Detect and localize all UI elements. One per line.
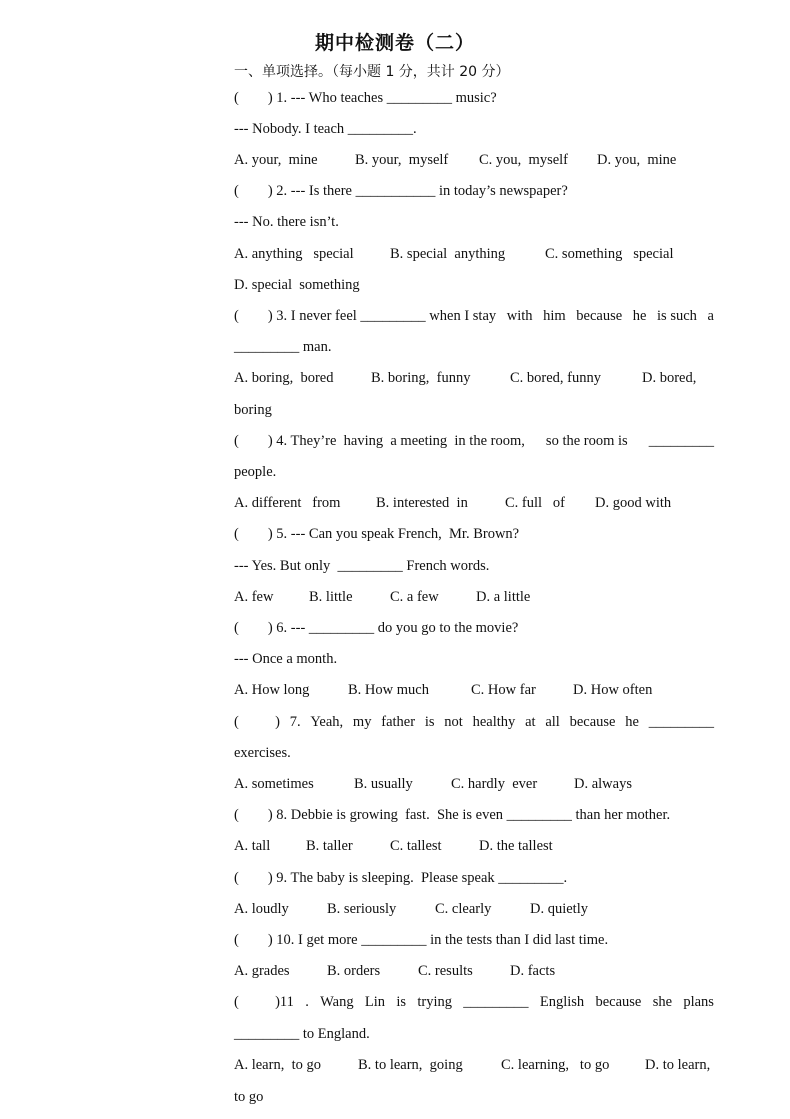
- option-b: B. seriously: [327, 901, 397, 917]
- question-3: [234, 306, 714, 326]
- question-7: [234, 712, 714, 732]
- question-2-option-d: D. special something: [234, 277, 360, 293]
- option-c: C. full of: [505, 495, 566, 511]
- question-3-options: [234, 368, 696, 388]
- question-2-answer-line: --- No. there isn’t.: [234, 214, 339, 230]
- option-b: B. interested in: [376, 495, 468, 511]
- question-4: [234, 431, 714, 451]
- question-4-blank: _________: [648, 433, 714, 449]
- question-9-options: [234, 899, 588, 919]
- question-7-number: 7.: [289, 714, 301, 730]
- section-heading: 一、单项选择。（每小题 1 分，共计 20 分）: [234, 64, 510, 80]
- option-a: A. your, mine: [234, 152, 318, 168]
- question-3-continuation: _________ man.: [234, 339, 332, 355]
- answer-bracket: ( ): [234, 714, 280, 730]
- option-a: A. different from: [234, 495, 341, 511]
- option-a: A. boring, bored: [234, 370, 334, 386]
- option-a: A. learn, to go: [234, 1057, 321, 1073]
- question-1-options: [234, 150, 676, 170]
- question-7-word: not: [444, 714, 463, 730]
- question-7-word: healthy: [472, 714, 516, 730]
- option-c: C. bored, funny: [510, 370, 602, 386]
- question-3-word: he: [632, 308, 647, 324]
- option-c: C. clearly: [435, 901, 492, 917]
- question-7-options: [234, 774, 632, 794]
- option-c: C. something special: [545, 246, 674, 262]
- option-b: B. usually: [354, 776, 413, 792]
- question-7-word: my: [352, 714, 372, 730]
- question-3-word: with: [506, 308, 533, 324]
- option-a: A. anything special: [234, 246, 354, 262]
- option-a: A. loudly: [234, 901, 289, 917]
- page-title: 期中检测卷（二）: [314, 32, 475, 54]
- option-c: C. How far: [471, 682, 536, 698]
- question-6: ( ) 6. --- _________ do you go to the movie?: [234, 620, 519, 636]
- question-4-options: [234, 493, 671, 513]
- question-7-word: he: [625, 714, 639, 730]
- question-11-option-d-continuation: to go: [234, 1089, 264, 1105]
- question-7-word: all: [545, 714, 560, 730]
- option-d: D. always: [574, 776, 632, 792]
- question-10: ( ) 10. I get more _________ in the tests than I did last time.: [234, 932, 609, 948]
- option-d: D. facts: [510, 963, 556, 979]
- option-d: D. bored,: [642, 370, 697, 386]
- option-c: C. learning, to go: [501, 1057, 610, 1073]
- question-7-word: because: [569, 714, 616, 730]
- option-d: D. you, mine: [597, 152, 677, 168]
- question-11-word: plans: [683, 994, 714, 1010]
- question-10-options: [234, 961, 555, 981]
- question-7-word: father: [381, 714, 416, 730]
- question-3-word: because: [576, 308, 623, 324]
- question-7-word: at: [525, 714, 536, 730]
- option-b: B. to learn, going: [358, 1057, 463, 1073]
- option-c: C. tallest: [390, 838, 442, 854]
- option-d: D. How often: [573, 682, 653, 698]
- option-c: C. you, myself: [479, 152, 569, 168]
- option-a: A. few: [234, 589, 274, 605]
- question-3-word: a: [707, 308, 714, 324]
- question-3-option-d-continuation: boring: [234, 402, 272, 418]
- option-d: D. the tallest: [479, 838, 553, 854]
- option-a: A. grades: [234, 963, 290, 979]
- answer-bracket: ( )11: [234, 994, 294, 1010]
- question-3-word: is such: [657, 308, 697, 324]
- option-b: B. boring, funny: [371, 370, 471, 386]
- question-11-word: Lin: [364, 994, 386, 1010]
- option-d: D. to learn,: [645, 1057, 711, 1073]
- question-11-word: is: [396, 994, 407, 1010]
- option-b: B. little: [309, 589, 353, 605]
- question-4-continuation: people.: [234, 464, 277, 480]
- option-b: B. orders: [327, 963, 381, 979]
- question-4-text: ( ) 4. They’re having a meeting in the room,: [234, 433, 525, 449]
- question-3-word: him: [543, 308, 566, 324]
- question-7-blank: _________: [648, 714, 714, 730]
- question-4-text: so the room is: [545, 433, 628, 449]
- option-b: B. your, myself: [355, 152, 449, 168]
- option-b: B. special anything: [390, 246, 506, 262]
- question-11: [234, 992, 714, 1012]
- question-7-word: is: [424, 714, 435, 730]
- option-b: B. How much: [348, 682, 429, 698]
- option-a: A. How long: [234, 682, 310, 698]
- question-7-continuation: exercises.: [234, 745, 291, 761]
- question-5-options: [234, 587, 530, 607]
- option-c: C. a few: [390, 589, 439, 605]
- question-2: ( ) 2. --- Is there ___________ in today’s newspaper?: [234, 183, 568, 199]
- option-a: A. tall: [234, 838, 271, 854]
- option-c: C. results: [418, 963, 473, 979]
- question-7-word: Yeah,: [310, 714, 344, 730]
- question-8-options: [234, 836, 553, 856]
- question-11-blank: _________: [463, 994, 529, 1010]
- option-c: C. hardly ever: [451, 776, 538, 792]
- question-11-word: .: [305, 994, 309, 1010]
- question-9: ( ) 9. The baby is sleeping. Please speak _________.: [234, 870, 568, 886]
- question-1: ( ) 1. --- Who teaches _________ music?: [234, 90, 497, 106]
- question-11-options: [234, 1055, 710, 1075]
- question-11-continuation: _________ to England.: [234, 1026, 370, 1042]
- question-5: ( ) 5. --- Can you speak French, Mr. Brown?: [234, 526, 520, 542]
- question-8: ( ) 8. Debbie is growing fast. She is even _________ than her mother.: [234, 807, 671, 823]
- option-d: D. quietly: [530, 901, 588, 917]
- option-d: D. a little: [476, 589, 531, 605]
- question-1-answer-line: --- Nobody. I teach _________.: [234, 121, 417, 137]
- question-11-word: English: [539, 994, 585, 1010]
- question-11-word: trying: [417, 994, 452, 1010]
- question-11-word: Wang: [320, 994, 354, 1010]
- option-a: A. sometimes: [234, 776, 314, 792]
- option-d: D. good with: [595, 495, 672, 511]
- question-3-text: ( ) 3. I never feel _________ when I stay: [234, 308, 497, 324]
- question-5-answer-line: --- Yes. But only _________ French words.: [234, 558, 490, 574]
- question-2-options: [234, 244, 673, 264]
- question-6-answer-line: --- Once a month.: [234, 651, 338, 667]
- question-11-word: because: [595, 994, 642, 1010]
- question-11-word: she: [652, 994, 673, 1010]
- option-b: B. taller: [306, 838, 353, 854]
- question-6-options: [234, 680, 652, 700]
